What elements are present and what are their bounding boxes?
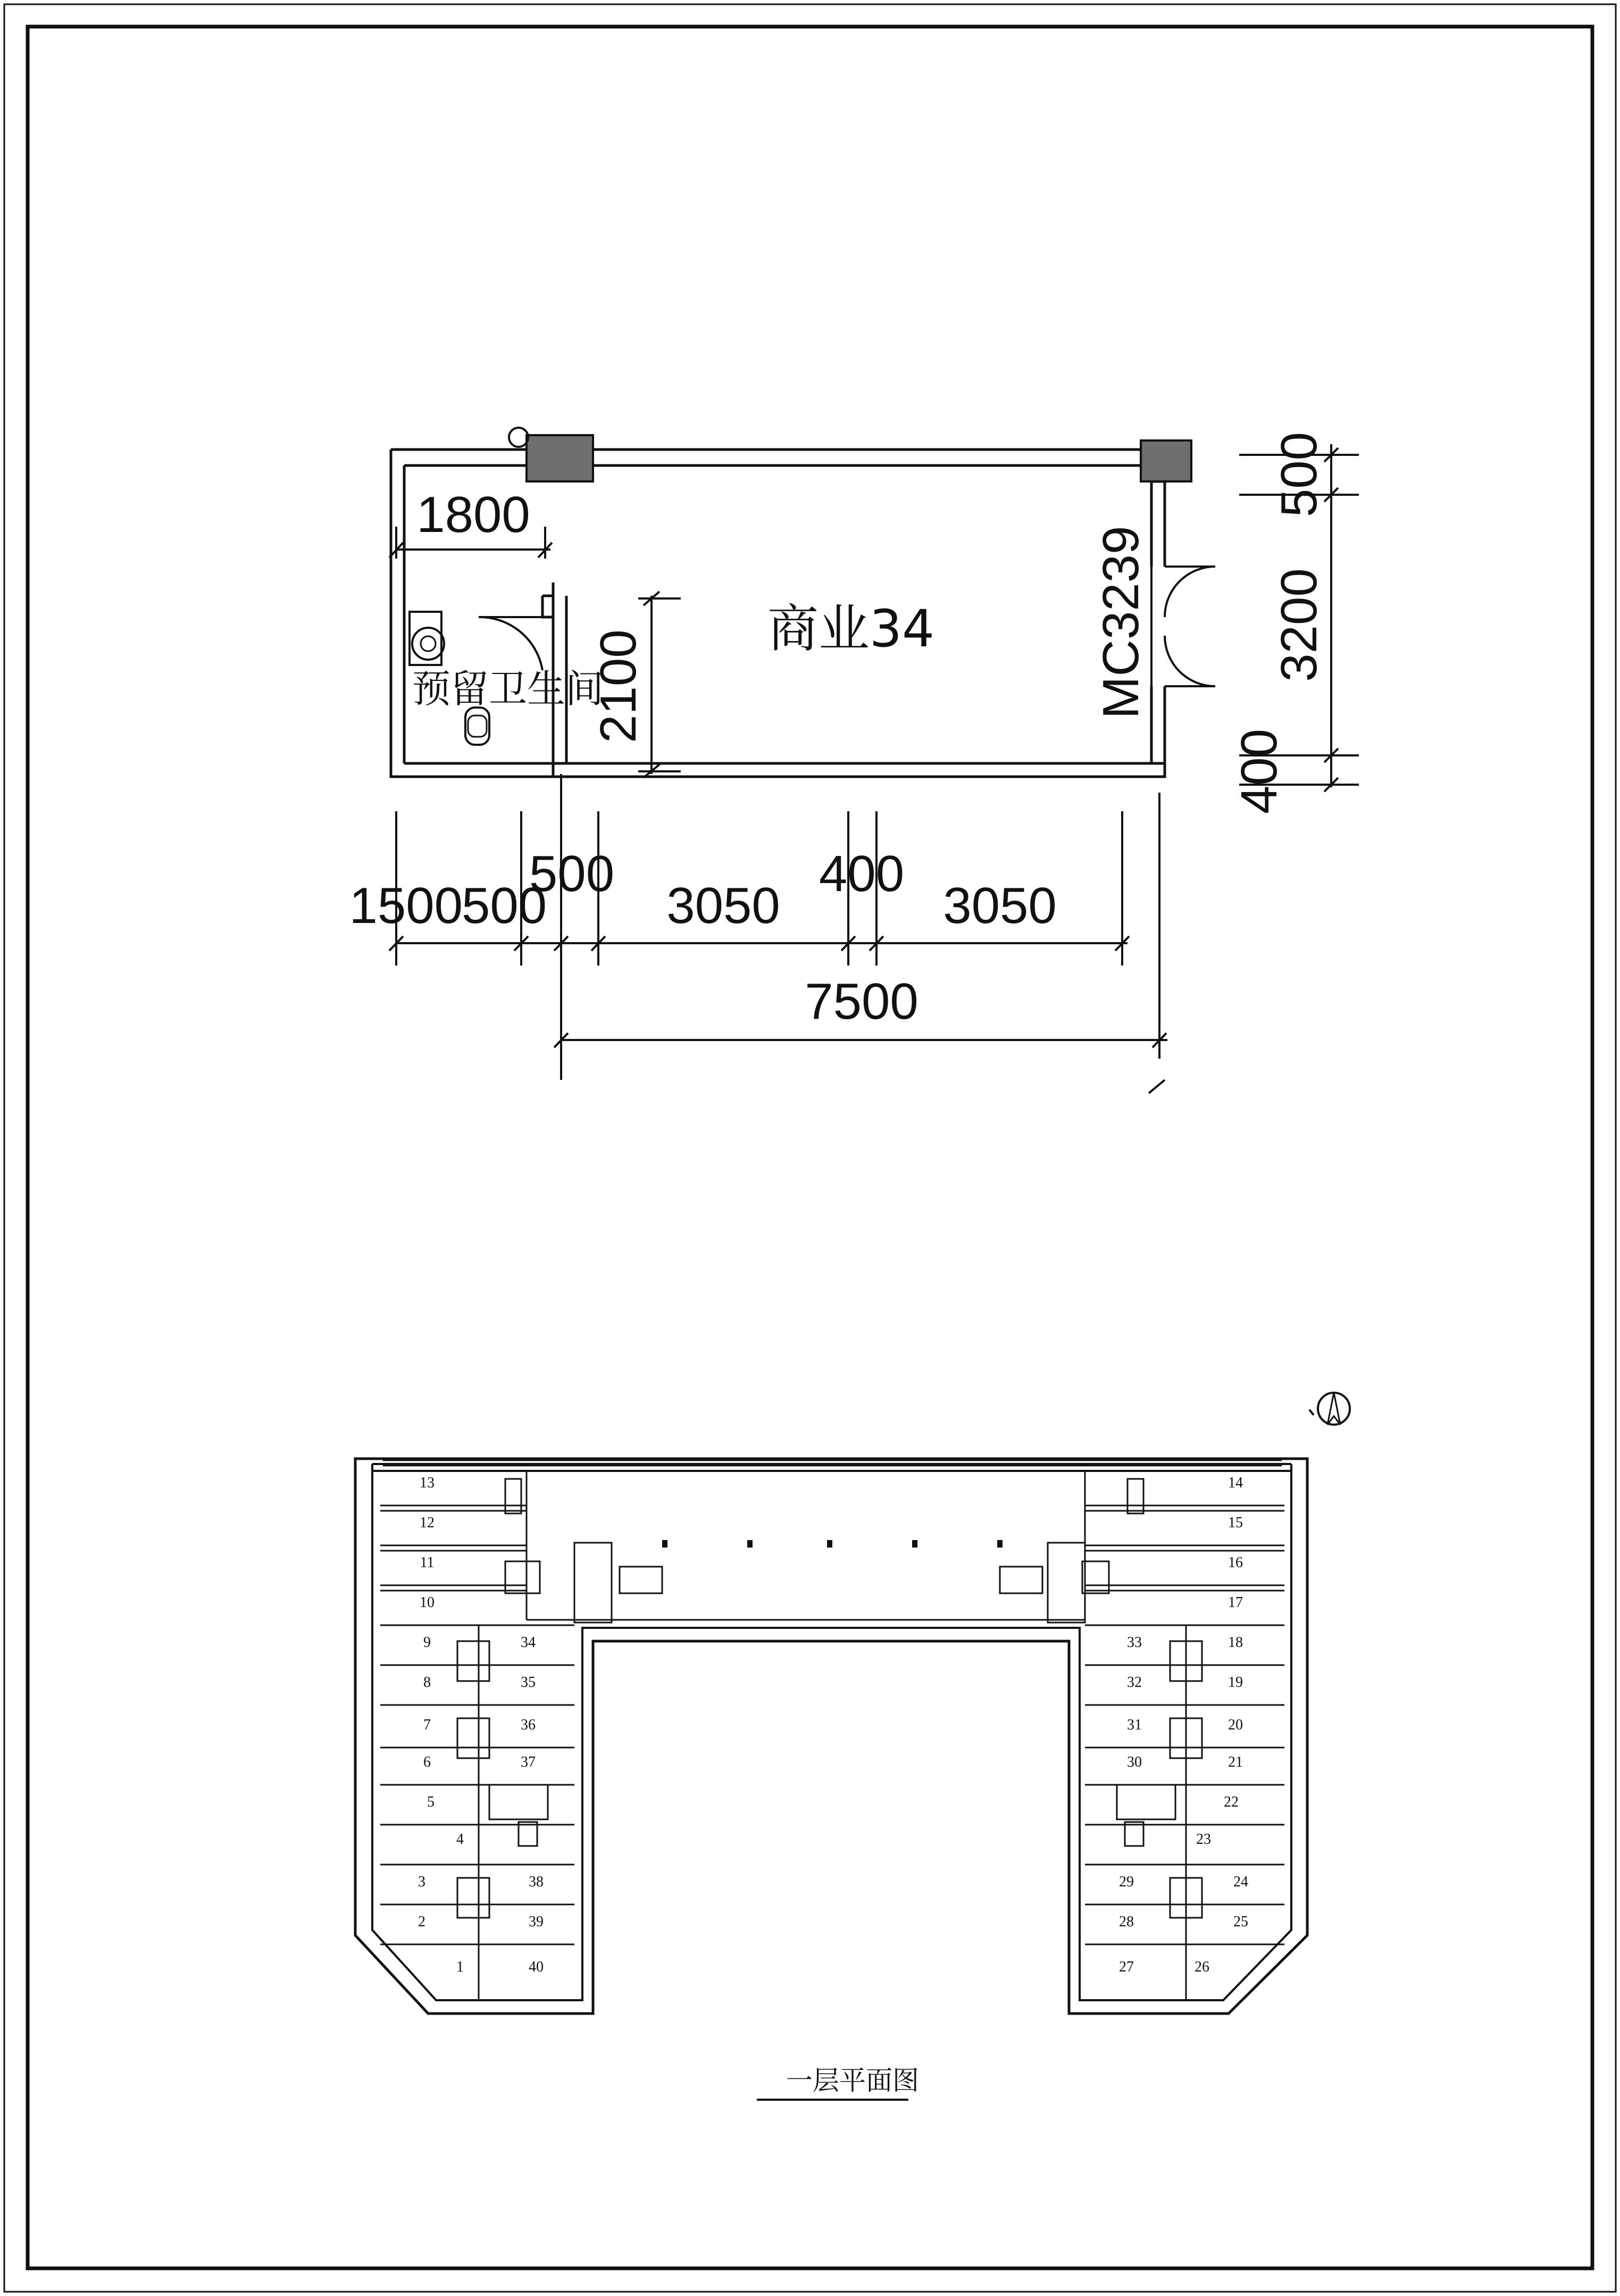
unit-number: 8: [423, 1674, 431, 1691]
unit-number: 13: [420, 1475, 435, 1491]
unit-number: 19: [1228, 1674, 1243, 1691]
unit-number: 38: [529, 1874, 544, 1890]
toilet-width-dim: 1800: [416, 486, 530, 543]
dim-overall: 7500: [805, 973, 918, 1030]
unit-number: 5: [427, 1794, 435, 1810]
unit-number: 26: [1195, 1959, 1209, 1975]
unit-number: 28: [1119, 1914, 1134, 1930]
unit-number: 39: [529, 1914, 544, 1930]
inner-border: [28, 27, 1592, 2268]
unit-number: 21: [1228, 1754, 1243, 1770]
unit-number: 10: [420, 1594, 435, 1611]
unit-number: 27: [1119, 1959, 1134, 1975]
dim-bottom-2: 500: [462, 877, 547, 934]
unit-number: 31: [1127, 1717, 1142, 1733]
unit-number: 40: [529, 1959, 544, 1975]
unit-number: 2: [418, 1914, 425, 1930]
unit-number: 36: [521, 1717, 536, 1733]
unit-number: 18: [1228, 1634, 1243, 1651]
unit-number: 12: [420, 1515, 435, 1531]
dim-right-bottom: 400: [1231, 728, 1288, 814]
unit-number: 9: [423, 1634, 431, 1651]
drawing-title: 一层平面图: [786, 2065, 919, 2096]
outer-border: [4, 4, 1616, 2292]
dim-bottom-5: 400: [819, 845, 905, 902]
door-code: MC3239: [1092, 526, 1149, 719]
double-door: [1151, 567, 1215, 686]
unit-number: 34: [521, 1634, 536, 1651]
unit-number: 7: [423, 1717, 431, 1733]
column: [1141, 440, 1191, 481]
dim-right-mid: 3200: [1271, 568, 1327, 682]
unit-number: 29: [1119, 1874, 1134, 1890]
unit-number: 15: [1228, 1515, 1243, 1531]
unit-number: 3: [418, 1874, 425, 1890]
unit-number: 32: [1127, 1674, 1142, 1691]
toilet-height-dim: 2100: [590, 629, 647, 743]
toilet-label: 预留卫生间: [412, 667, 604, 711]
unit-number: 1: [456, 1959, 464, 1975]
unit-number: 11: [420, 1554, 435, 1571]
unit-number: 16: [1228, 1554, 1243, 1571]
unit-number: 33: [1127, 1634, 1142, 1651]
unit-number: 35: [521, 1674, 536, 1691]
dim-right-top: 500: [1271, 431, 1327, 518]
unit-number: 17: [1228, 1594, 1243, 1611]
unit-number: 23: [1196, 1831, 1211, 1848]
unit-number: 25: [1233, 1914, 1248, 1930]
unit-number: 37: [521, 1754, 536, 1770]
unit-number: 4: [456, 1831, 464, 1848]
dim-bottom-4: 3050: [666, 877, 780, 934]
dim-bottom-3: 500: [529, 845, 615, 902]
column: [527, 435, 593, 481]
unit-number: 14: [1228, 1475, 1243, 1491]
first-floor-plan: [355, 1393, 1350, 2100]
right-inner-units: [1119, 1634, 1142, 1975]
unit-number: 20: [1228, 1717, 1243, 1733]
dim-bottom-6: 3050: [943, 877, 1057, 934]
unit-number: 30: [1127, 1754, 1142, 1770]
north-arrow-icon: [1309, 1393, 1350, 1425]
unit-number: 22: [1224, 1794, 1239, 1810]
left-inner-units: [521, 1634, 544, 1975]
unit-number: 24: [1233, 1874, 1248, 1890]
unit-number: 6: [423, 1754, 431, 1770]
dim-bottom-1: 1500: [349, 877, 463, 934]
unit-detail-plan: [349, 428, 1359, 1093]
room-label: 商业34: [767, 599, 935, 659]
